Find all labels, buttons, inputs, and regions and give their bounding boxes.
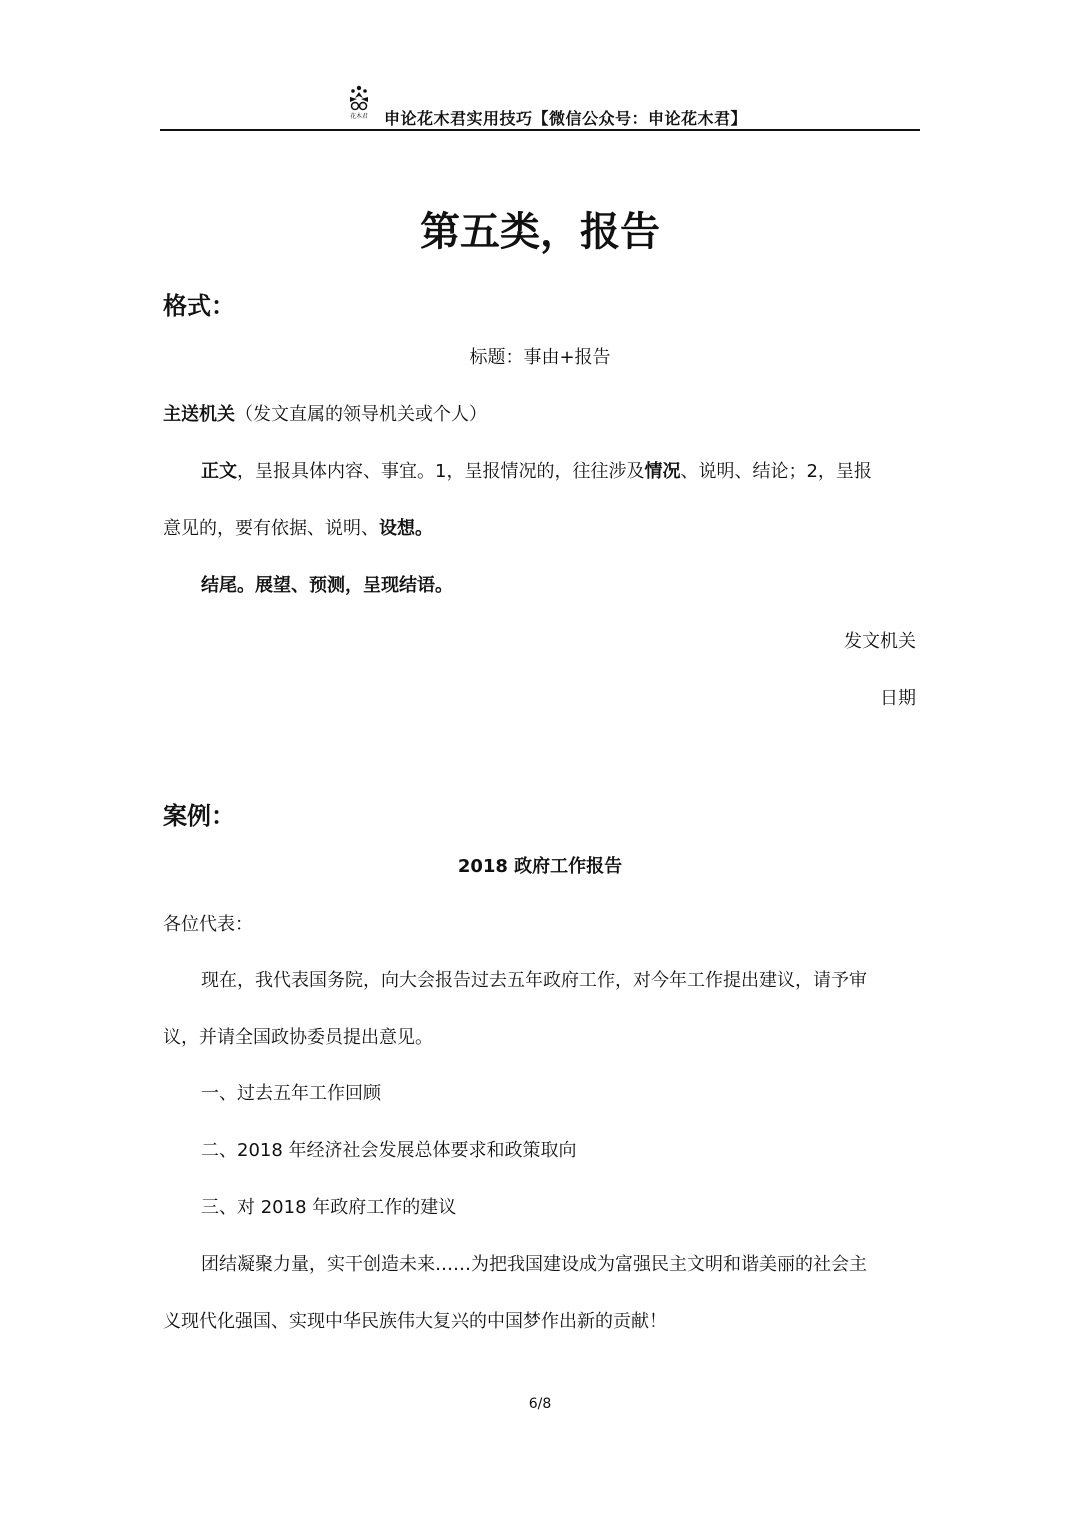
para1-line2: 议，并请全国政协委员提出意见。 — [163, 1027, 433, 1048]
date: 日期 — [880, 688, 916, 709]
salutation: 各位代表： — [163, 914, 253, 935]
closing-line1: 团结凝聚力量，实干创造未来……为把我国建设成为富强民主文明和谐美丽的社会主 — [201, 1254, 867, 1275]
body-text-3: 意见的，要有依据、说明、 — [163, 518, 379, 539]
ending-line: 结尾。展望、预测，呈现结语。 — [201, 575, 453, 596]
recipient-line — [163, 402, 487, 428]
format-heading: 格式： — [163, 292, 235, 320]
body-line-1 — [201, 459, 872, 485]
page-number: 6/8 — [528, 1396, 552, 1412]
para1-line1: 现在，我代表国务院，向大会报告过去五年政府工作，对今年工作提出建议，请予审 — [201, 970, 867, 991]
body-line-2 — [163, 516, 433, 542]
logo-caption: 花木君 — [349, 113, 369, 120]
recipient-note: （发文直属的领导机关或个人） — [235, 404, 487, 425]
example-heading: 案例： — [163, 802, 235, 830]
recipient-label: 主送机关 — [163, 404, 235, 425]
page-title: 第五类，报告 — [420, 209, 660, 255]
header-divider — [160, 129, 920, 131]
body-text-1: ，呈报具体内容、事宜。1，呈报情况的，往往涉及 — [237, 461, 645, 482]
body-bold-situation: 情况 — [644, 461, 681, 482]
list-item: 一、过去五年工作回顾 — [201, 1083, 381, 1104]
brand-logo-icon — [344, 82, 374, 122]
list-item: 三、对 2018 年政府工作的建议 — [201, 1197, 457, 1218]
list-item: 二、2018 年经济社会发展总体要求和政策取向 — [201, 1140, 577, 1161]
example-title: 2018 政府工作报告 — [457, 856, 623, 877]
format-title-line: 标题：事由+报告 — [469, 347, 611, 368]
body-label: 正文 — [201, 461, 237, 482]
closing-line2: 义现代化强国、实现中华民族伟大复兴的中国梦作出新的贡献！ — [163, 1311, 667, 1332]
body-text-2: 、说明、结论；2，呈报 — [680, 461, 872, 482]
header-text: 申论花木君实用技巧【微信公众号：申论花木君】 — [384, 109, 748, 128]
issuer: 发文机关 — [844, 631, 916, 652]
body-bold-idea: 设想。 — [379, 518, 433, 539]
